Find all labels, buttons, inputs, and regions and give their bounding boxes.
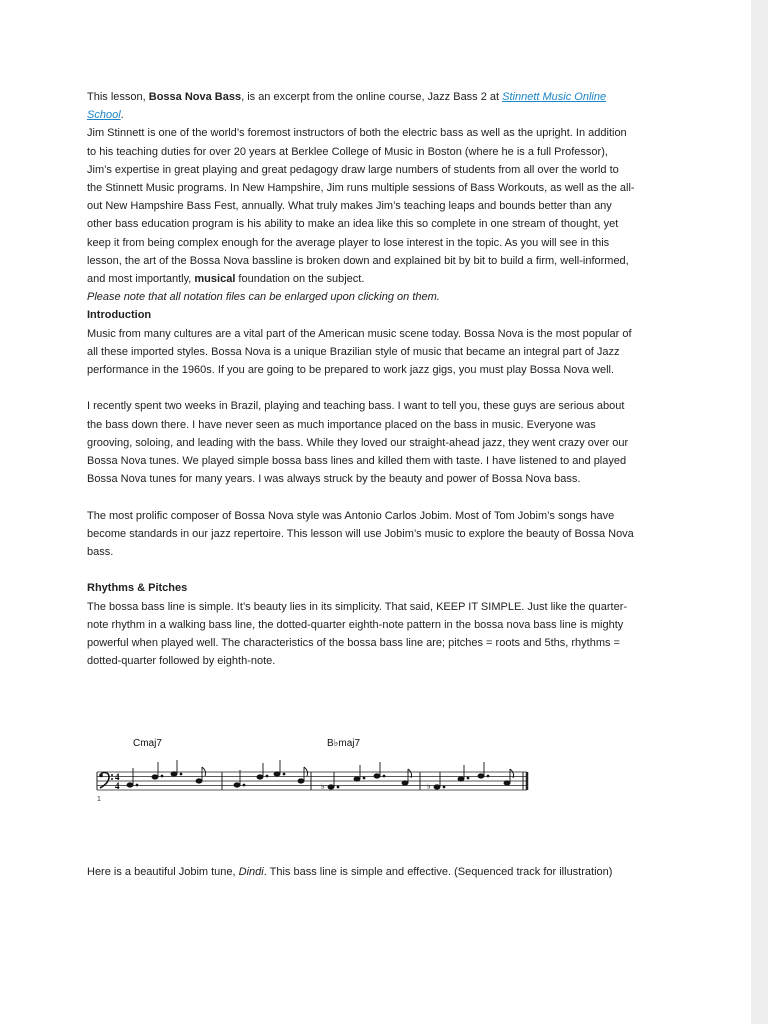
svg-text:♭: ♭ [321, 782, 325, 791]
intro-text-mid: , is an excerpt from the online course, Jazz Bass 2 at [241, 91, 503, 103]
stinnett-school-link[interactable]: Stinnett Music Online School [87, 91, 607, 122]
introduction-paragraph-1: Music from many cultures are a vital part of the American music scene today. Bossa Nova is the most popular of all these imported styles. Bossa Nova is a unique Brazilian style of music that became an integral part of Jazz performance in the 1960s. If you are going to be prepared to work jazz gigs, you must play Bossa Nova well. [87, 327, 632, 377]
intro-text: This lesson, [87, 91, 149, 103]
bass-notes [127, 760, 514, 791]
tune-title: Dindi [238, 866, 264, 878]
closing-text: Here is a beautiful Jobim tune, [87, 866, 239, 878]
measure-number: 1 [97, 796, 101, 803]
article-body [87, 88, 635, 670]
rhythms-heading: Rhythms & Pitches [87, 582, 188, 595]
notation-image[interactable] [87, 730, 537, 810]
rhythms-paragraph: The bossa bass line is simple. It’s beauty lies in its simplicity. That said, KEEP IT SIMPLE. Just like the quarter-note rhythm in a walking bass line, the dotted-quarter eighth-note pattern in the bossa nova bass line is mighty powerful when played well. The characteristics of the bossa bass line are; pitches = roots and 5ths, rhythms = dotted-quarter followed by eighth-note. [87, 600, 628, 668]
chord-symbol-2: B♭maj7 [327, 738, 361, 749]
introduction-paragraph-2: I recently spent two weeks in Brazil, playing and teaching bass. I want to tell you, these guys are serious about the bass down there. I have never seen as much importance placed on the bass in music. Everyone was grooving, soloing, and leading with the bass. While they loved our straight-ahead jazz, they went crazy over our Bossa Nova tunes. We played simple bossa bass lines and killed them with taste. I have listened to and played Bossa Nova tunes for many years. I was always struck by the beauty and power of Bossa Nova bass. [87, 400, 629, 486]
scrollbar-track[interactable] [751, 0, 768, 1024]
closing-text-end: . This bass line is simple and effective. (Sequenced track for illustration) [263, 866, 613, 878]
introduction-paragraph-3: The most prolific composer of Bossa Nova style was Antonio Carlos Jobim. Most of Tom Jobim’s songs have become standards in our jazz repertoire. This lesson will use Jobim’s music to explore the beauty of Bossa Nova bass. [87, 509, 634, 559]
bio-text-end: foundation on the subject. [235, 273, 365, 286]
time-sig-bottom: 4 [115, 781, 120, 791]
intro-paragraph [87, 88, 635, 124]
bio-bold-word: musical [194, 273, 236, 286]
introduction-heading: Introduction [87, 309, 152, 322]
lesson-title: Bossa Nova Bass [148, 91, 242, 103]
time-sig-top: 4 [115, 772, 120, 782]
notation-note: Please note that all notation files can be enlarged upon clicking on them. [87, 291, 440, 304]
bio-text: Jim Stinnett is one of the world’s foremost instructors of both the electric bass as well as the upright. In addition to his teaching duties for over 20 years at Berklee College of Music in Boston (where he is a full Professor), Jim’s expertise in great playing and great pedagogy draw large numbers of students from all over the world to the Stinnett Music programs. In New Hampshire, Jim runs multiple sessions of Bass Workouts, as well as the all-out New Hampshire Bass Fest, annually. What truly makes Jim’s teaching leaps and bounds better than any other bass education program is his ability to make an idea like this so complete in one stream of thought, yet keep it from being complex enough for the average player to lose interest in the topic. As you will see in this lesson, the art of the Bossa Nova bassline is broken down and explained bit by bit to build a firm, well-informed, and most importantly, [87, 127, 635, 286]
svg-text:♭: ♭ [427, 782, 431, 791]
chord-symbol-1: Cmaj7 [133, 738, 162, 749]
intro-text-end: . [120, 109, 124, 122]
bio-paragraph [87, 124, 635, 288]
bass-staff [87, 730, 537, 810]
closing-paragraph [87, 863, 635, 881]
